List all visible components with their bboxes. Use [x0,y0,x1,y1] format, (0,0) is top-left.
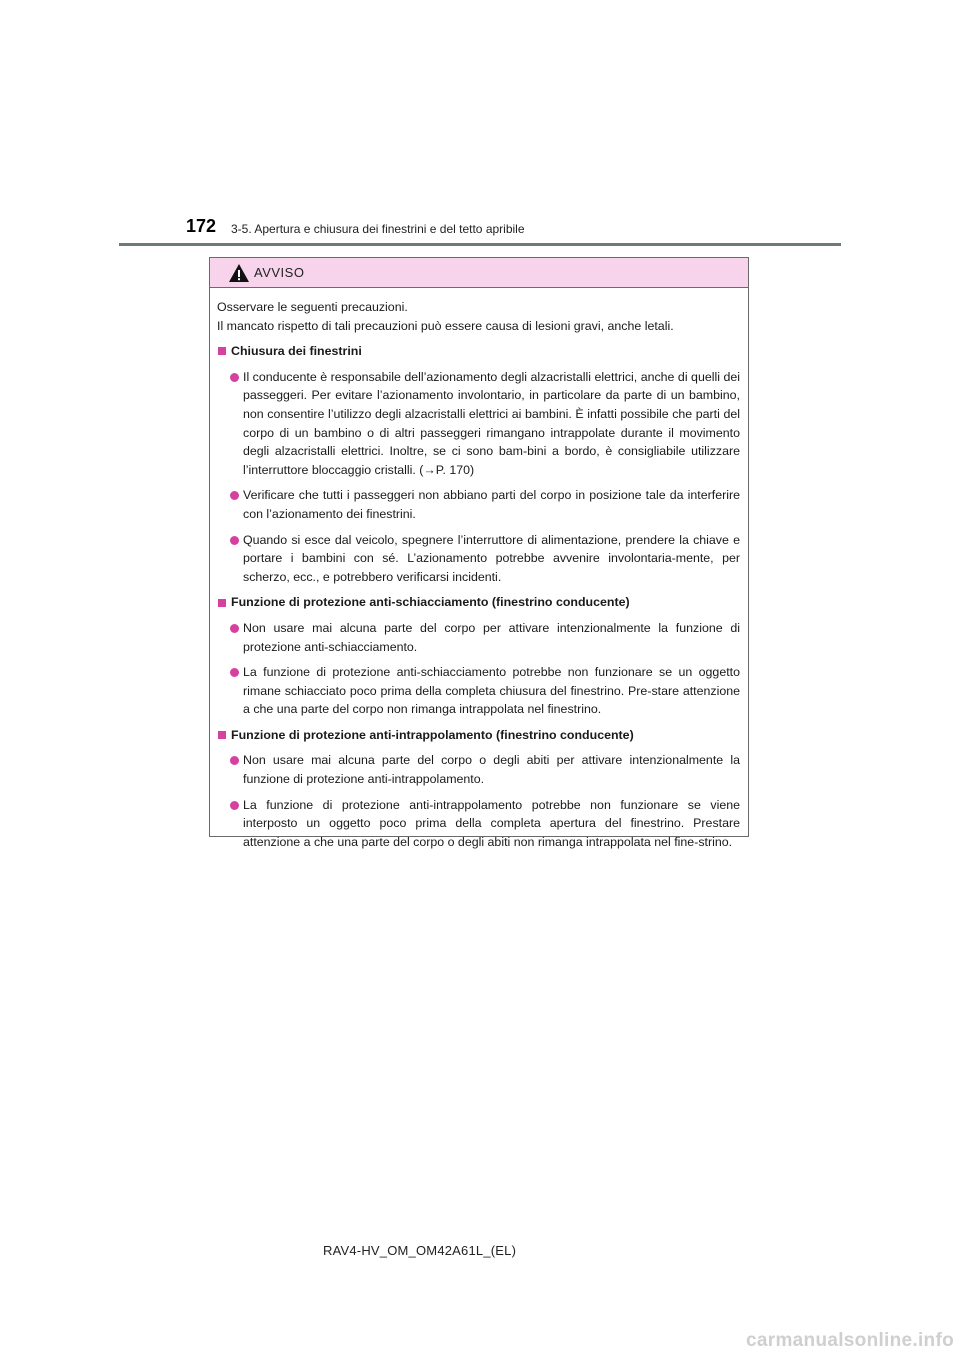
section-window-closing [217,342,740,586]
list-item [217,619,740,656]
section-heading-text: Funzione di protezione anti-intrappolamento (finestrino conducente) [231,727,634,742]
section-heading-text: Funzione di protezione anti-schiacciamento (finestrino conducente) [231,595,630,610]
warning-title: AVVISO [254,265,305,280]
page-number: 172 [186,216,217,236]
section-anti-pinch [217,593,740,719]
round-bullet-icon [230,536,239,545]
list-item-text: Non usare mai alcuna parte del corpo per attivare intenzionalmente la funzione di protezione anti-schiacciamento. [243,620,740,654]
warning-intro [217,298,740,335]
section-heading-text: Chiusura dei finestrini [231,344,362,359]
list-item-text: Verificare che tutti i passeggeri non abbiano parti del corpo in posizione tale da interferire con l’azionamento dei finestrini. [243,488,740,521]
square-bullet-icon [218,599,226,607]
intro-line: Osservare le seguenti precauzioni. [217,300,408,314]
warning-body [210,288,748,851]
list-item [217,486,740,523]
round-bullet-icon [230,624,239,633]
round-bullet-icon [230,668,239,677]
round-bullet-icon [230,491,239,500]
round-bullet-icon [230,373,239,382]
round-bullet-icon [230,756,239,765]
list-item [217,663,740,719]
watermark: carmanualsonline.info [746,1330,954,1351]
list-item [217,531,740,587]
section-anti-trap [217,726,740,852]
intro-line: Il mancato rispetto di tali precauzioni può essere causa di lesioni gravi, anche letali. [217,318,674,333]
list-item-text: Non usare mai alcuna parte del corpo o degli abiti per attivare intenzionalmente la funzione di protezione anti-intrappolamento. [243,753,740,787]
list-item [217,751,740,788]
list-item [217,368,740,480]
list-item-text: La funzione di protezione anti-schiacciamento potrebbe non funzionare se un oggetto rimane schiacciato poco prima della completa chiusura del finestrino. Pre-stare attenzione a che una parte del corpo non rimanga intrappolata nel finestrino. [243,665,740,717]
warning-box [209,257,749,849]
square-bullet-icon [218,347,226,355]
manual-code: RAV4-HV_OM_OM42A61L_(EL) [323,1243,517,1258]
list-item-text: Il conducente è responsabile dell’azionamento degli alzacristalli elettrici, anche di quelli dei passeggeri. Per evitare l’azionamento involontario, in particolare da parte di un bambino, non consentire l’utilizzo degli alzacristalli elettrici ai bambini. È infatti possibile che parti del corpo di un bambino o di altri passeggeri rimangano intrappolate durante il movimento degli alzacristalli elettrici. Inoltre, se ci sono bam-bini a bordo, è consigliabile utilizzare l’interruttore bloccaggio cristalli. (→P. 170) [243,369,740,477]
square-bullet-icon [218,731,226,739]
list-item-text: Quando si esce dal veicolo, spegnere l’interruttore di alimentazione, prendere la chiave e portare i bambini con sé. L’azionamento potrebbe avvenire involontaria-mente, per scherzo, ecc., e potrebbero verificarsi incidenti. [243,532,740,584]
header-rule [119,243,841,246]
warning-header [210,258,748,288]
section-title: 3-5. Apertura e chiusura dei finestrini e del tetto apribile [231,222,525,236]
page-header [0,0,960,250]
warning-triangle-icon [228,263,250,283]
section-heading [217,342,740,361]
section-heading [217,593,740,612]
list-item-text: La funzione di protezione anti-intrappolamento potrebbe non funzionare se viene interposto un oggetto poco prima della completa apertura del finestrino. Prestare attenzione a che una parte del corpo o degli abiti non rimanga intrappolata nel fine-strino. [243,797,740,849]
round-bullet-icon [230,801,239,810]
section-heading [217,726,740,745]
list-item [217,796,740,852]
